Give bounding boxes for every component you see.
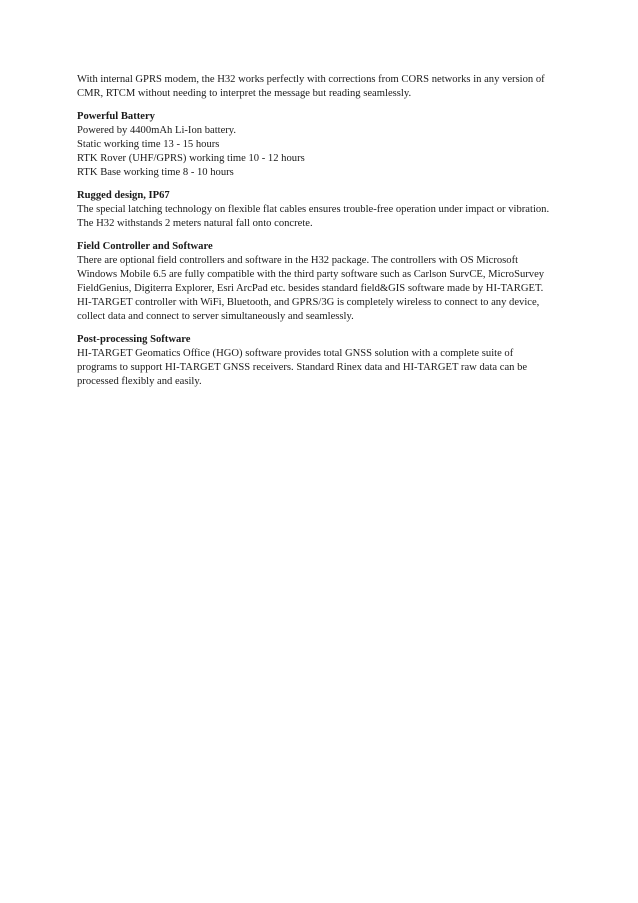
section-line: RTK Rover (UHF/GPRS) working time 10 - 12 hours [77, 153, 305, 164]
section-heading: Post-processing Software [77, 334, 191, 345]
section-line: FieldGenius, Digiterra Explorer, Esri ArcPad etc. besides standard field&GIS software made by HI-TARGET. [77, 283, 544, 294]
section-line: Powered by 4400mAh Li-Ion battery. [77, 125, 237, 136]
section-heading: Rugged design, IP67 [77, 190, 170, 201]
section-line: programs to support HI-TARGET GNSS receivers. Standard Rinex data and HI-TARGET raw data can be [77, 362, 528, 373]
section-field-controller [77, 240, 567, 324]
section-line: The special latching technology on flexible flat cables ensures trouble-free operation under impact or vibration. [77, 204, 550, 215]
section-line: processed flexibly and easily. [77, 376, 202, 387]
document-body [77, 73, 567, 398]
section-line: The H32 withstands 2 meters natural fall onto concrete. [77, 218, 313, 229]
intro-paragraph [77, 73, 567, 101]
section-post-processing [77, 333, 567, 389]
section-line: There are optional field controllers and software in the H32 package. The controllers with OS Microsoft [77, 255, 519, 266]
section-line: RTK Base working time 8 - 10 hours [77, 167, 234, 178]
section-line: Windows Mobile 6.5 are fully compatible with the third party software such as Carlson SurvCE, MicroSurvey [77, 269, 545, 280]
section-rugged-design [77, 189, 567, 231]
section-line: HI-TARGET controller with WiFi, Bluetooth, and GPRS/3G is completely wireless to connect to any device, [77, 297, 540, 308]
intro-line: With internal GPRS modem, the H32 works perfectly with corrections from CORS networks in any version of [77, 74, 545, 85]
section-powerful-battery [77, 110, 567, 180]
section-heading: Powerful Battery [77, 111, 155, 122]
intro-line: CMR, RTCM without needing to interpret the message but reading seamlessly. [77, 88, 412, 99]
section-line: collect data and connect to server simultaneously and seamlessly. [77, 311, 354, 322]
section-line: Static working time 13 - 15 hours [77, 139, 220, 150]
section-line: HI-TARGET Geomatics Office (HGO) software provides total GNSS solution with a complete suite of [77, 348, 514, 359]
section-heading: Field Controller and Software [77, 241, 213, 252]
